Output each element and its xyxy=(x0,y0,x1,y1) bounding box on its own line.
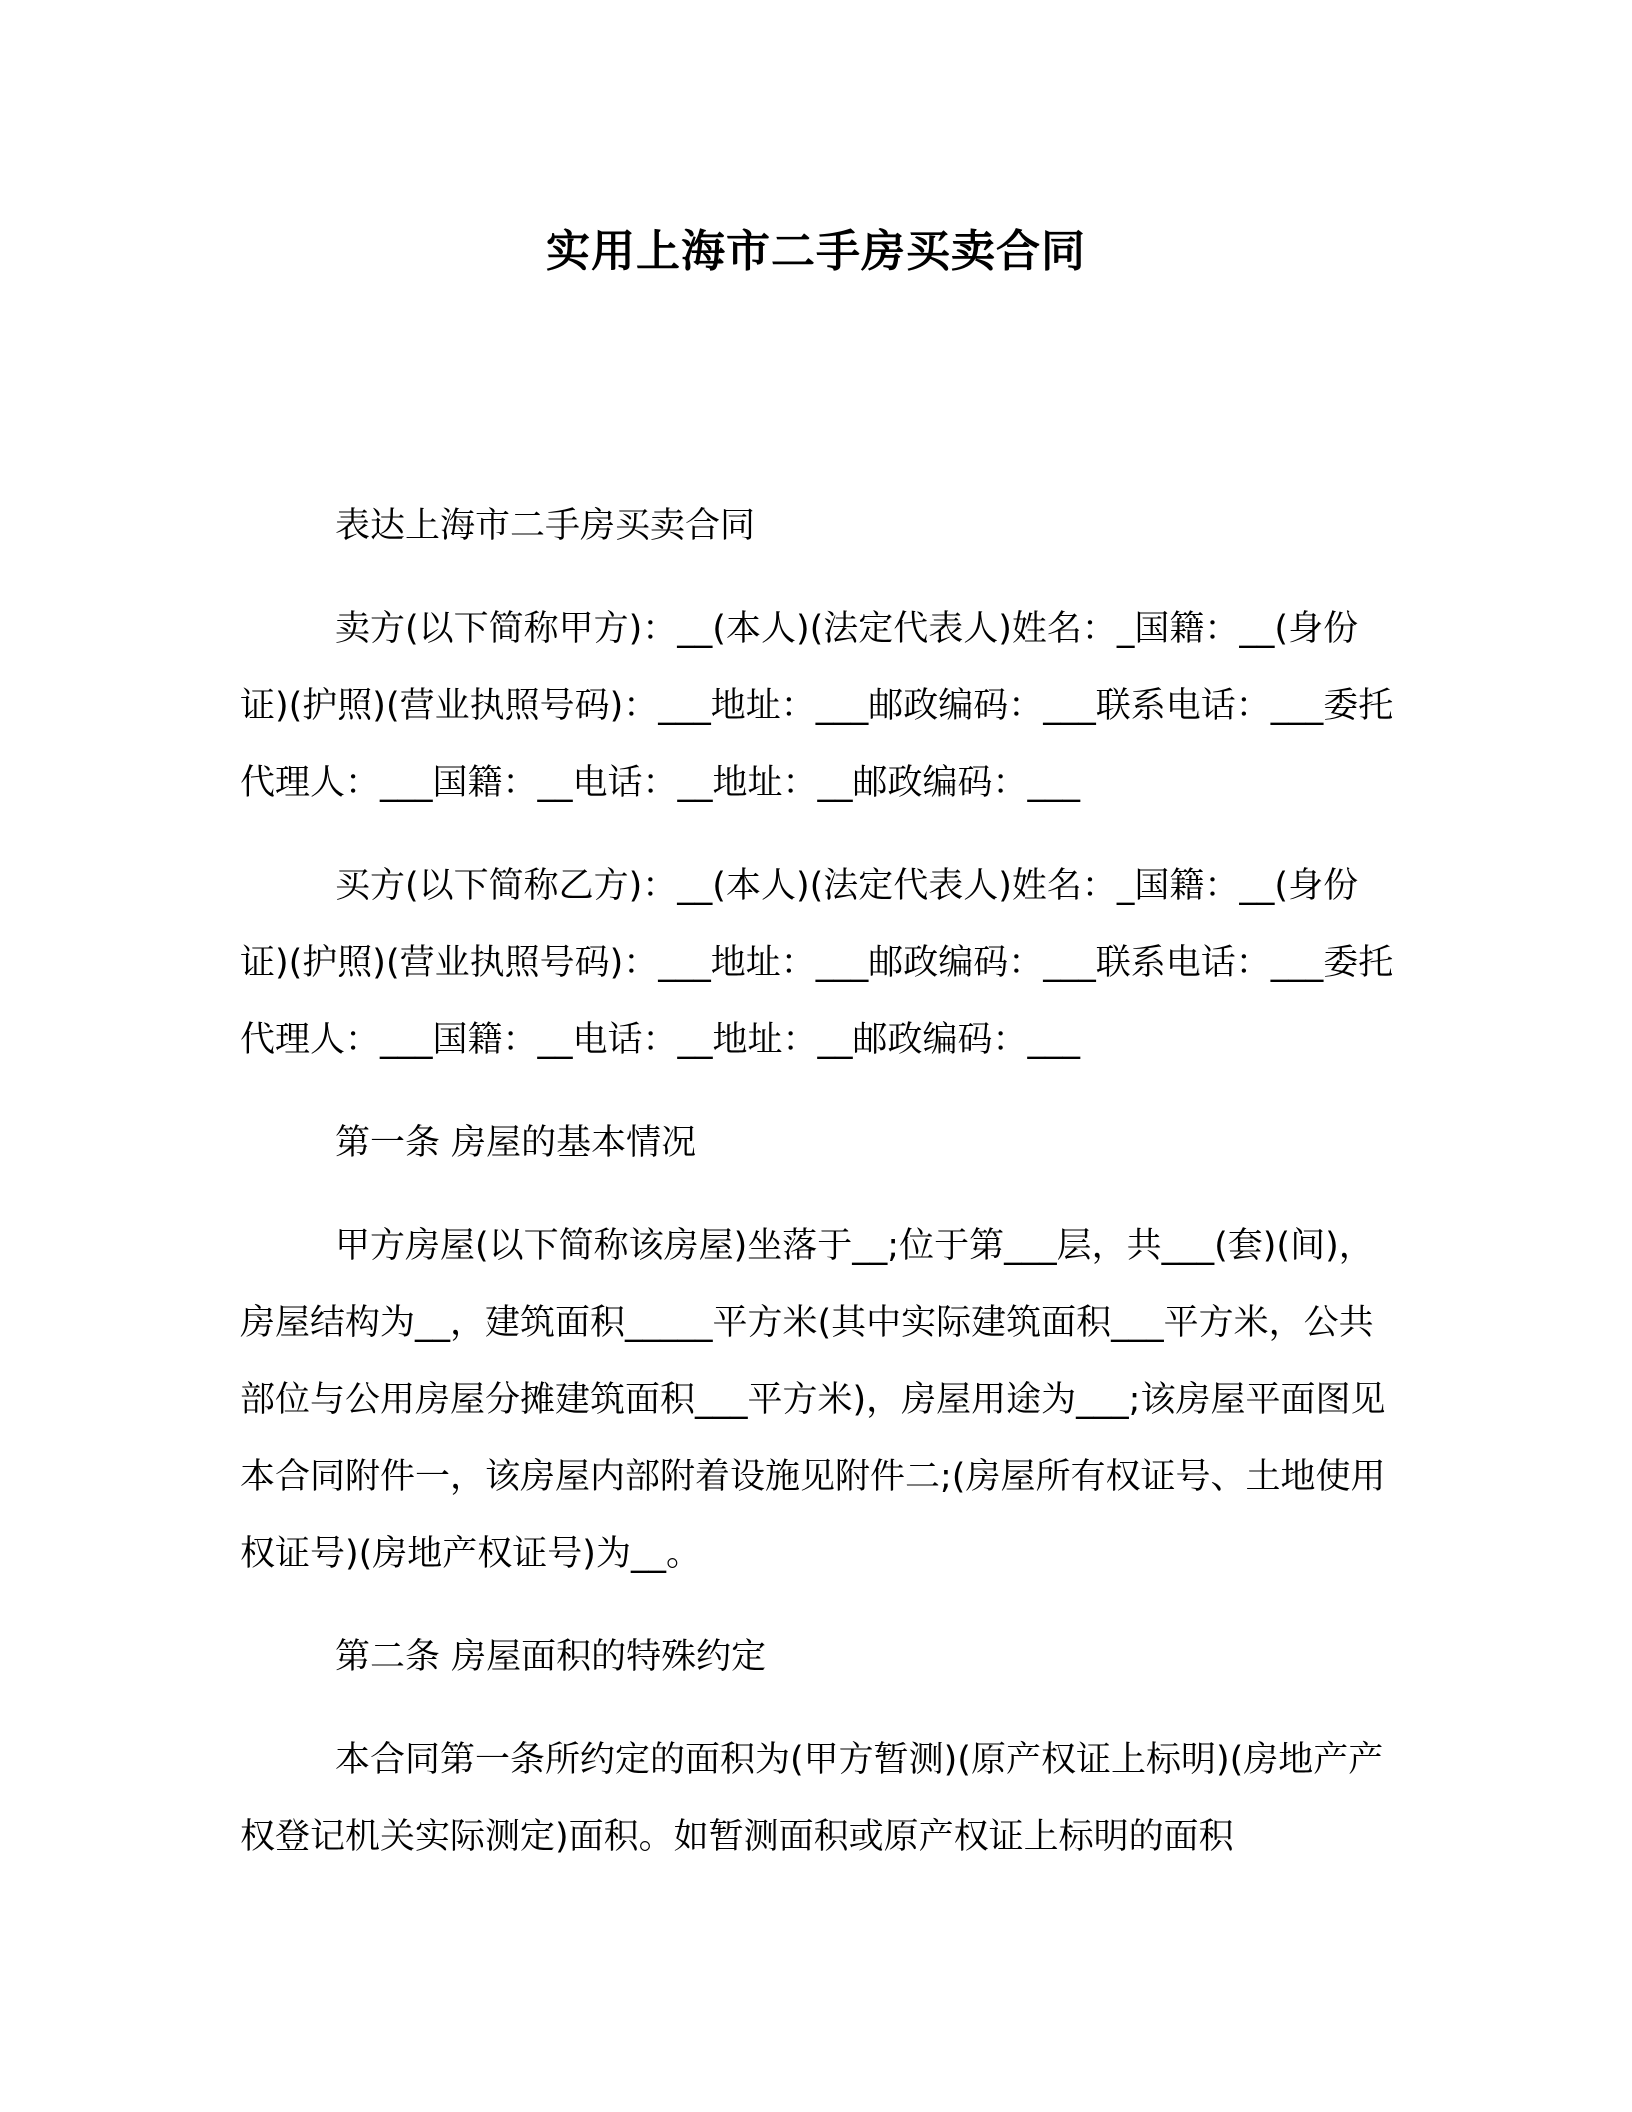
paragraph-buyer-info: 买方(以下简称乙方)：__(本人)(法定代表人)姓名：_国籍：__(身份证)(护照)(营业执照号码)：___地址：___邮政编码：___联系电话：___委托代理人：___国籍：__电话：__地址：__邮政编码：___ xyxy=(240,866,1394,1060)
document-body xyxy=(240,488,1400,1902)
document-title: 实用上海市二手房买卖合同 xyxy=(546,226,1086,277)
paragraph-article-1-content: 甲方房屋(以下简称该房屋)坐落于__;位于第___层，共___(套)(间)，房屋结构为__，建筑面积_____平方米(其中实际建筑面积___平方米，公共部位与公用房屋分摊建筑面积___平方米)，房屋用途为___;该房屋平面图见本合同附件一，该房屋内部附着设施见附件二;(房屋所有权证号、土地使用权证号)(房地产权证号)为__。 xyxy=(240,1226,1386,1574)
paragraph-seller-info: 卖方(以下简称甲方)：__(本人)(法定代表人)姓名：_国籍：__(身份证)(护照)(营业执照号码)：___地址：___邮政编码：___联系电话：___委托代理人：___国籍：__电话：__地址：__邮政编码：___ xyxy=(240,609,1394,803)
article-2-heading: 第二条 房屋面积的特殊约定 xyxy=(335,1637,767,1677)
paragraph-subtitle: 表达上海市二手房买卖合同 xyxy=(335,506,756,546)
paragraph-article-2-content: 本合同第一条所约定的面积为(甲方暂测)(原产权证上标明)(房地产产权登记机关实际测定)面积。如暂测面积或原产权证上标明的面积 xyxy=(240,1740,1384,1857)
article-1-heading: 第一条 房屋的基本情况 xyxy=(335,1123,697,1163)
